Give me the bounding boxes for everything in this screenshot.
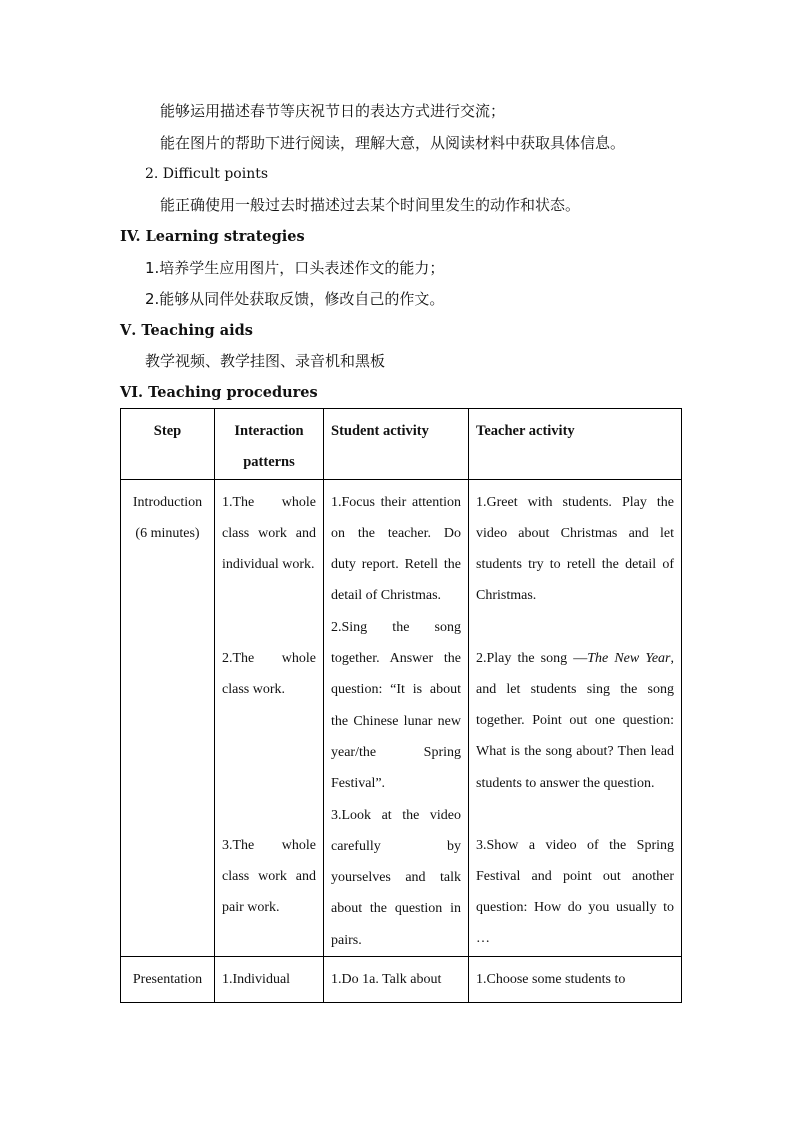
student-activity-3: 3.Look at the video carefully by yourselves and talk about the question in pairs. <box>331 807 461 948</box>
teaching-aids-text: 教学视频、教学挂图、录音机和黑板 <box>145 352 386 370</box>
teacher-activity-2-rest: , and let students sing the song together. Point out one question: What is the song about? Then lead students to answer the question. <box>476 650 674 791</box>
table-header-row <box>121 409 682 480</box>
step-time: (6 minutes) <box>135 525 200 541</box>
step-cell-presentation <box>121 957 215 1003</box>
student-cell-presentation: 1.Do 1a. Talk about <box>324 957 469 1003</box>
interaction-item-1: 1.The whole class work and individual work. <box>222 494 316 573</box>
objective-line-2: 能在图片的帮助下进行阅读，理解大意，从阅读材料中获取具体信息。 <box>160 134 626 152</box>
header-interaction: Interaction patterns <box>215 409 324 480</box>
header-student-activity: Student activity <box>324 409 469 480</box>
strategy-item-2: 2.能够从同伴处获取反馈，修改自己的作文。 <box>145 290 445 308</box>
teacher-activity-1: 1.Greet with students. Play the video about Christmas and let students try to retell the detail of Christmas. <box>476 494 674 604</box>
interaction-cell-introduction <box>215 479 324 956</box>
step-name-presentation: Presentation <box>132 972 203 988</box>
interaction-item-2: 2.The whole class work. <box>222 650 316 697</box>
student-activity-1: 1.Focus their attention on the teacher. Do duty report. Retell the detail of Christmas. <box>331 494 461 604</box>
learning-strategies-heading: IV. Learning strategies <box>120 228 305 245</box>
header-step: Step <box>121 409 215 480</box>
teacher-activity-2 <box>476 643 674 830</box>
difficult-points-heading: 2. Difficult points <box>145 166 269 182</box>
teacher-activity-2-start: 2.Play the song — <box>476 650 588 666</box>
objective-line-1: 能够运用描述春节等庆祝节日的表达方式进行交流； <box>160 102 506 120</box>
teacher-cell-introduction <box>469 479 682 956</box>
step-cell-introduction <box>121 479 215 956</box>
table-row-introduction <box>121 479 682 956</box>
song-title: The New Year <box>587 650 671 666</box>
student-activity-2: 2.Sing the song together. Answer the question: “It is about the Chinese lunar new year/the Spring Festival”. <box>331 619 461 792</box>
teacher-activity-3: 3.Show a video of the Spring Festival and point out another question: How do you usually to … <box>476 837 674 947</box>
header-teacher-activity: Teacher activity <box>469 409 682 480</box>
procedures-table <box>120 408 682 1003</box>
teacher-cell-presentation: 1.Choose some students to <box>469 957 682 1003</box>
teaching-procedures-heading: VI. Teaching procedures <box>120 384 318 401</box>
student-cell-introduction <box>324 479 469 956</box>
step-name: Introduction <box>132 494 203 510</box>
table-row-presentation <box>121 957 682 1003</box>
interaction-item-3: 3.The whole class work and pair work. <box>222 837 316 916</box>
difficult-points-text: 能正确使用一般过去时描述过去某个时间里发生的动作和状态。 <box>160 196 581 214</box>
teaching-aids-heading: Ⅴ. Teaching aids <box>120 322 253 339</box>
strategy-item-1: 1.培养学生应用图片，口头表述作文的能力； <box>145 259 445 277</box>
interaction-cell-presentation: 1.Individual <box>215 957 324 1003</box>
